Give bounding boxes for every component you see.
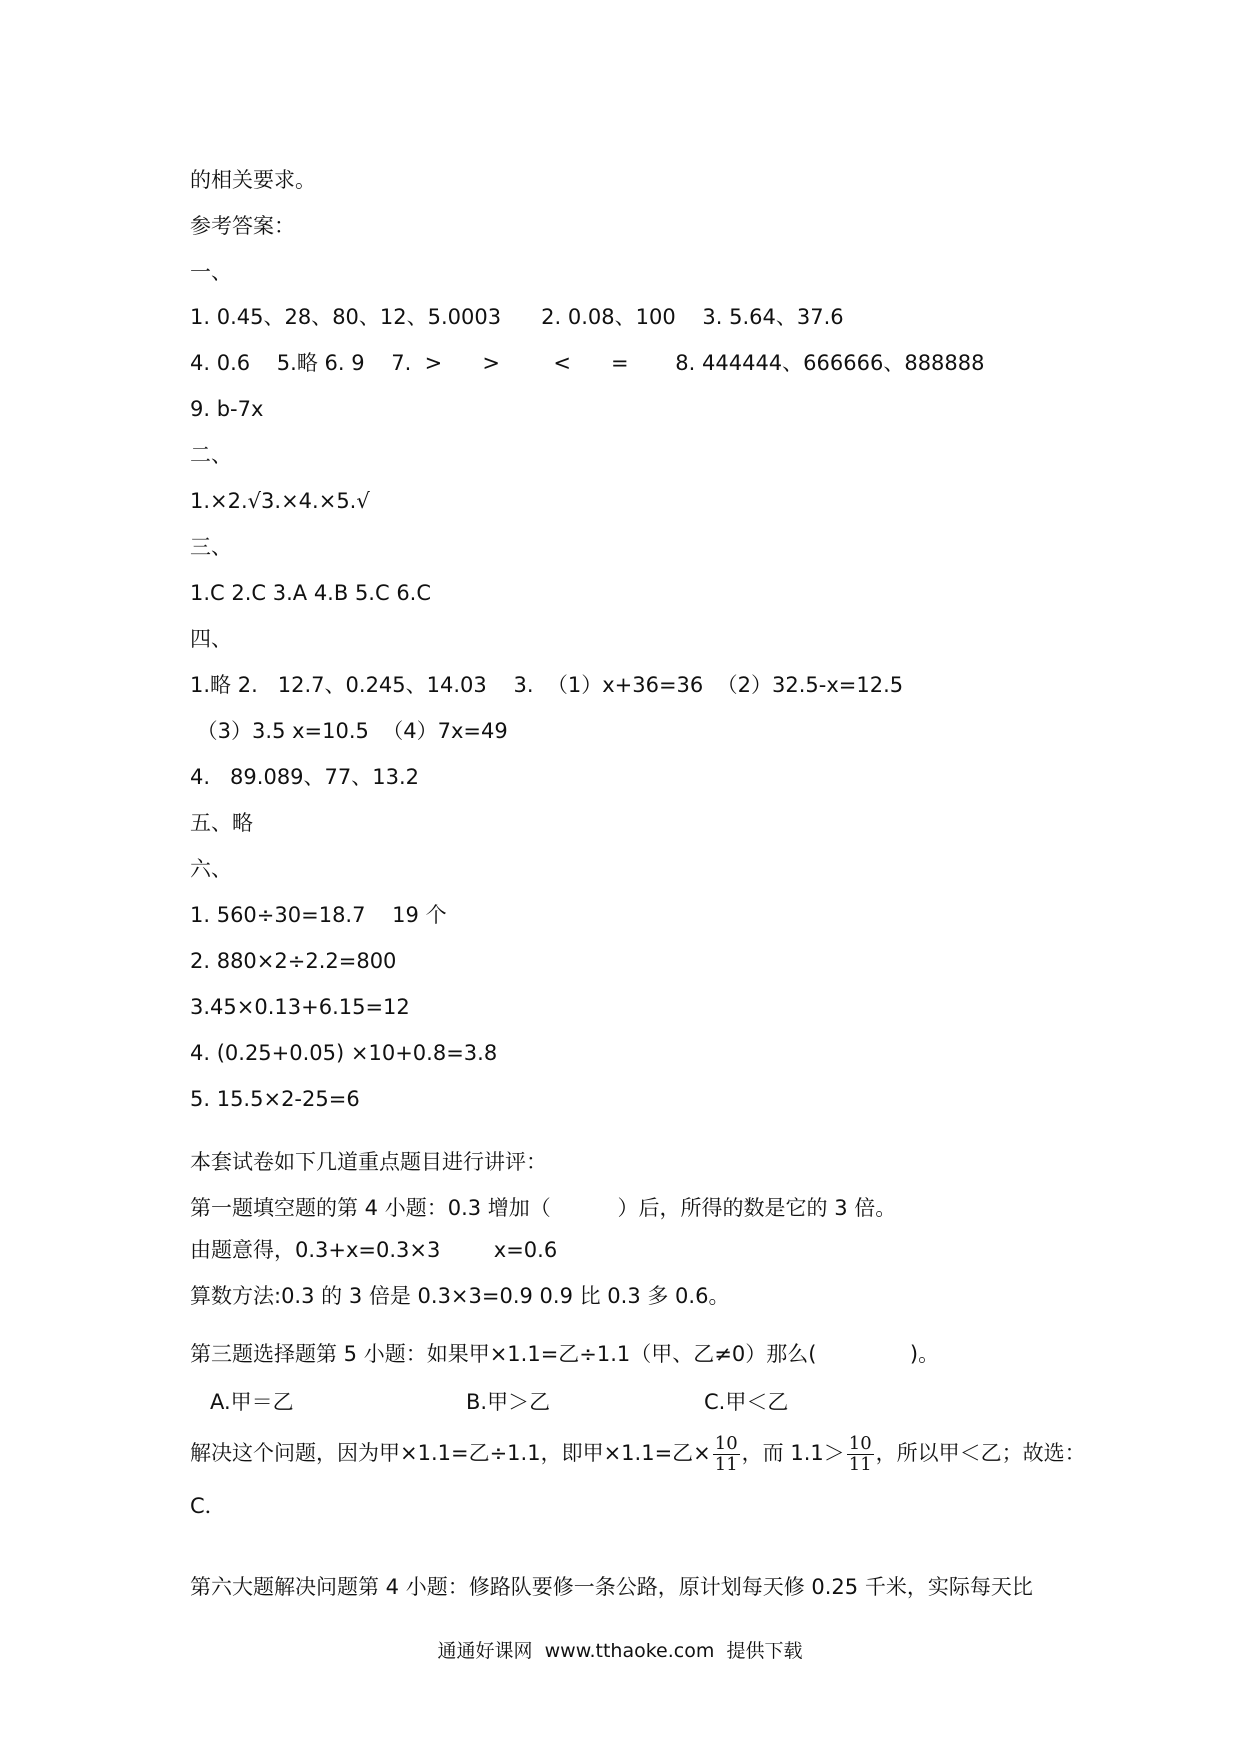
review-q1-method: 算数方法:0.3 的 3 倍是 0.3×3=0.9 0.9 比 0.3 多 0.6。 bbox=[190, 1284, 730, 1308]
section-four-line-1: 1.略 2. 12.7、0.245、14.03 3. （1）x+36=36 （2）32.5-x=12.5 bbox=[190, 673, 904, 697]
fraction-denominator: 11 bbox=[848, 1453, 872, 1475]
section-one-line-3: 9. b-7x bbox=[190, 397, 264, 421]
section-six-line-3: 3.45×0.13+6.15=12 bbox=[190, 995, 410, 1019]
review-q2: 第三题选择题第 5 小题：如果甲×1.1=乙÷1.1（甲、乙≠0）那么( )。 bbox=[190, 1342, 940, 1366]
section-four-line-2: （3）3.5 x=10.5 （4）7x=49 bbox=[190, 719, 508, 743]
section-six-heading: 六、 bbox=[190, 857, 232, 881]
section-five-heading: 五、略 bbox=[190, 811, 253, 835]
fraction-ten-elevenths-2 bbox=[847, 1434, 874, 1475]
page-footer: 通通好课网 www.tthaoke.com 提供下载 bbox=[437, 1640, 803, 1662]
option-c: C.甲＜乙 bbox=[704, 1390, 789, 1414]
review-q1: 第一题填空题的第 4 小题：0.3 增加（ ）后，所得的数是它的 3 倍。 bbox=[190, 1196, 897, 1220]
fraction-numerator: 10 bbox=[714, 1432, 738, 1454]
section-four-heading: 四、 bbox=[190, 627, 232, 651]
section-one-line-1: 1. 0.45、28、80、12、5.0003 2. 0.08、100 3. 5.64、37.6 bbox=[190, 305, 844, 329]
section-six-line-2: 2. 880×2÷2.2=800 bbox=[190, 949, 397, 973]
section-six-line-4: 4. (0.25+0.05) ×10+0.8=3.8 bbox=[190, 1041, 498, 1065]
option-a: A.甲＝乙 bbox=[210, 1390, 294, 1414]
section-one-heading: 一、 bbox=[190, 260, 232, 284]
review-q2-solution bbox=[190, 1430, 1086, 1476]
section-six-line-1: 1. 560÷30=18.7 19 个 bbox=[190, 903, 447, 927]
solution-part-1: 解决这个问题，因为甲×1.1=乙÷1.1，即甲×1.1=乙× bbox=[190, 1441, 711, 1465]
section-one-line-2: 4. 0.6 5.略 6. 9 7. > > < = 8. 444444、666666、888888 bbox=[190, 351, 985, 375]
solution-part-2: ，而 1.1＞ bbox=[741, 1441, 845, 1465]
section-four-line-3: 4. 89.089、77、13.2 bbox=[190, 765, 420, 789]
solution-part-3: ，所以甲＜乙；故选： bbox=[875, 1441, 1086, 1465]
review-q1-solution: 由题意得，0.3+x=0.3×3 x=0.6 bbox=[190, 1238, 558, 1262]
review-q2-answer: C． bbox=[190, 1494, 226, 1518]
fraction-denominator: 11 bbox=[714, 1453, 738, 1475]
fraction-ten-elevenths-1 bbox=[713, 1434, 740, 1475]
section-three-line-1: 1.C 2.C 3.A 4.B 5.C 6.C bbox=[190, 581, 432, 605]
review-intro: 本套试卷如下几道重点题目进行讲评： bbox=[190, 1150, 547, 1174]
section-two-line-1: 1.×2.√3.×4.×5.√ bbox=[190, 489, 370, 513]
fraction-numerator: 10 bbox=[848, 1432, 872, 1454]
option-b: B.甲＞乙 bbox=[466, 1390, 551, 1414]
text-line-1: 的相关要求。 bbox=[190, 168, 316, 192]
section-three-heading: 三、 bbox=[190, 535, 232, 559]
section-two-heading: 二、 bbox=[190, 443, 232, 467]
answer-heading: 参考答案： bbox=[190, 214, 295, 238]
section-six-line-5: 5. 15.5×2-25=6 bbox=[190, 1087, 360, 1111]
review-q3: 第六大题解决问题第 4 小题：修路队要修一条公路，原计划每天修 0.25 千米，实际每天比 bbox=[190, 1575, 1033, 1599]
